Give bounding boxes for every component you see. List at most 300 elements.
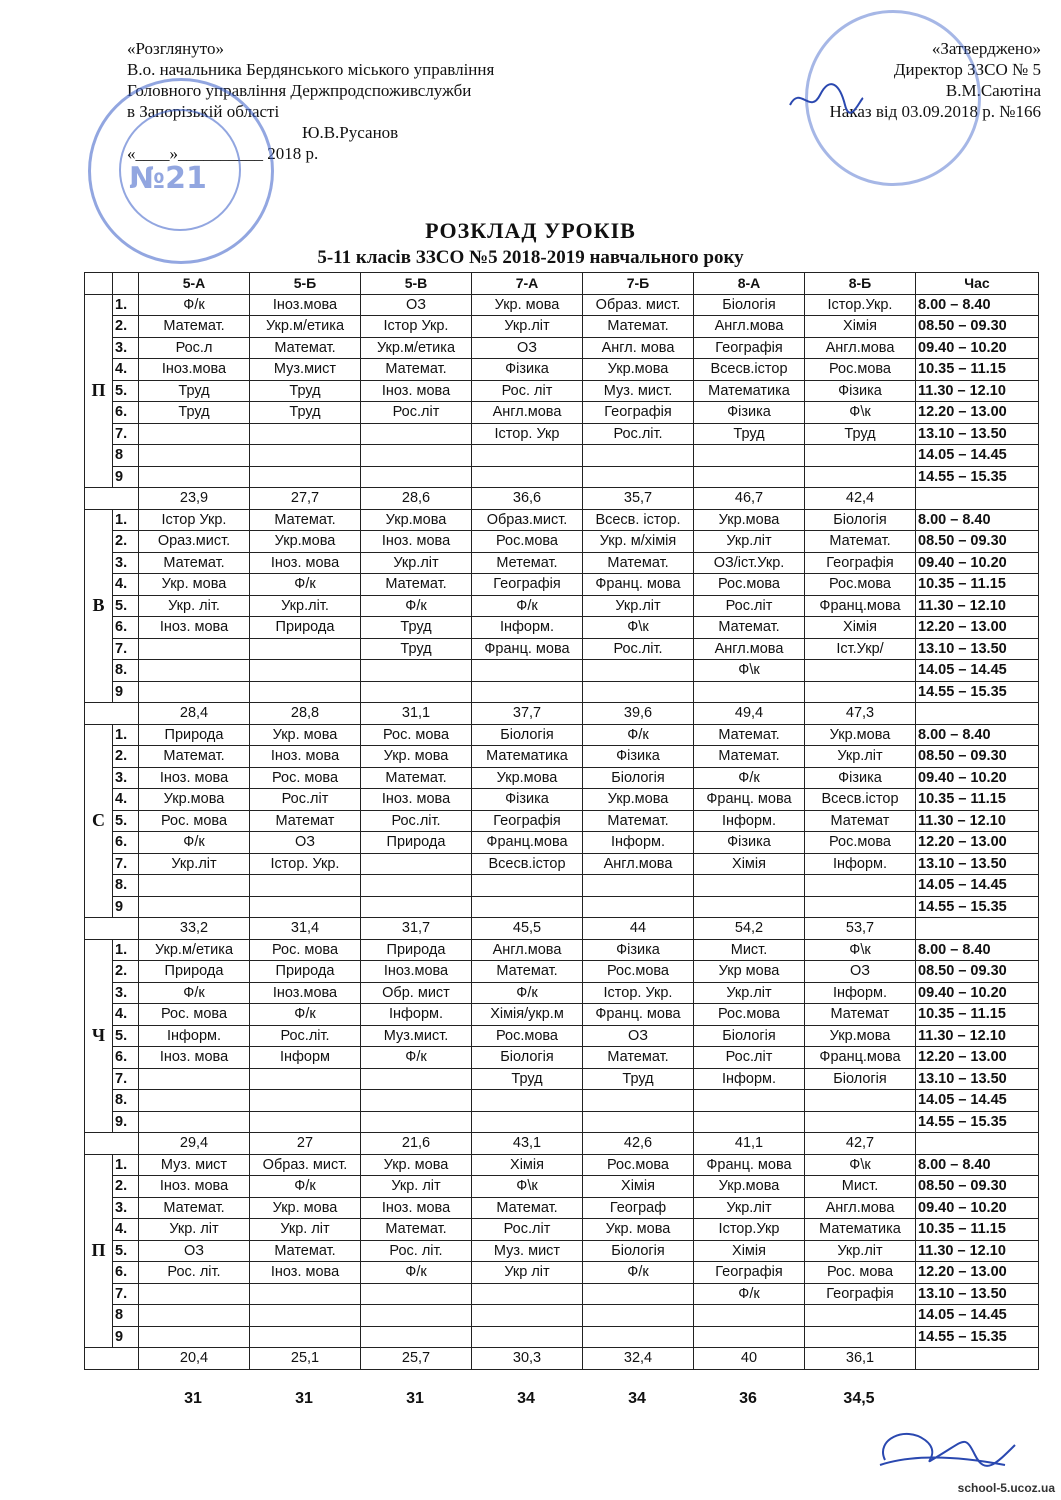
total-value: 31 bbox=[406, 1390, 424, 1407]
lesson-time: 09.40 – 10.20 bbox=[916, 337, 1039, 359]
lesson-row bbox=[85, 1283, 1039, 1305]
sum-cell: 28,6 bbox=[361, 488, 472, 510]
lesson-cell: Труд bbox=[139, 380, 250, 402]
lesson-number: 2. bbox=[113, 1176, 139, 1198]
lesson-row bbox=[85, 681, 1039, 703]
lesson-cell bbox=[694, 1111, 805, 1133]
lesson-cell: Образ.мист. bbox=[472, 509, 583, 531]
lesson-number: 1. bbox=[113, 294, 139, 316]
sum-cell: 33,2 bbox=[139, 918, 250, 940]
lesson-time: 8.00 – 8.40 bbox=[916, 939, 1039, 961]
lesson-cell bbox=[583, 1111, 694, 1133]
lesson-row bbox=[85, 402, 1039, 424]
lesson-cell: Рос.літ bbox=[250, 789, 361, 811]
lesson-cell: Ф/к bbox=[361, 595, 472, 617]
sum-row bbox=[85, 918, 1039, 940]
lesson-cell: Ф/к bbox=[250, 1004, 361, 1026]
lesson-number: 9 bbox=[113, 1326, 139, 1348]
lesson-cell: Труд bbox=[694, 423, 805, 445]
sum-cell: 35,7 bbox=[583, 488, 694, 510]
lesson-cell bbox=[361, 445, 472, 467]
lesson-number: 5. bbox=[113, 595, 139, 617]
lesson-cell: Рос.літ. bbox=[361, 810, 472, 832]
lesson-number: 7. bbox=[113, 423, 139, 445]
lesson-cell: Ф/к bbox=[694, 767, 805, 789]
lesson-cell: Рос. літ. bbox=[139, 1262, 250, 1284]
lesson-cell: Ф\к bbox=[472, 1176, 583, 1198]
sum-cell: 54,2 bbox=[694, 918, 805, 940]
lesson-cell: Іноз. мова bbox=[139, 767, 250, 789]
lesson-cell bbox=[583, 896, 694, 918]
lesson-cell: ОЗ bbox=[583, 1025, 694, 1047]
lesson-cell: Природа bbox=[361, 939, 472, 961]
sum-time-cell bbox=[916, 1348, 1039, 1370]
lesson-cell: Математика bbox=[805, 1219, 916, 1241]
lesson-row bbox=[85, 316, 1039, 338]
lesson-cell: Іноз. мова bbox=[361, 789, 472, 811]
lesson-number: 7. bbox=[113, 638, 139, 660]
sum-cell: 43,1 bbox=[472, 1133, 583, 1155]
lesson-cell: Фізика bbox=[694, 832, 805, 854]
lesson-row bbox=[85, 574, 1039, 596]
lesson-time: 12.20 – 13.00 bbox=[916, 1262, 1039, 1284]
lesson-cell: Рос.літ. bbox=[583, 638, 694, 660]
lesson-cell: Укр. літ bbox=[139, 1219, 250, 1241]
lesson-cell: Укр.літ bbox=[694, 1197, 805, 1219]
lesson-cell: Математ. bbox=[583, 316, 694, 338]
lesson-cell: Природа bbox=[361, 832, 472, 854]
lesson-cell: Укр. літ. bbox=[139, 595, 250, 617]
lesson-cell: Іноз. мова bbox=[139, 1176, 250, 1198]
lesson-cell: Труд bbox=[472, 1068, 583, 1090]
lesson-number: 1. bbox=[113, 939, 139, 961]
lesson-number: 8 bbox=[113, 445, 139, 467]
lesson-cell: Укр. мова bbox=[250, 724, 361, 746]
lesson-cell: Укр.м/етика bbox=[361, 337, 472, 359]
sum-cell: 36,1 bbox=[805, 1348, 916, 1370]
lesson-cell: Іноз. мова bbox=[361, 1197, 472, 1219]
sum-time-cell bbox=[916, 918, 1039, 940]
lesson-cell: Ф/к bbox=[583, 1262, 694, 1284]
lesson-cell bbox=[250, 1326, 361, 1348]
lesson-cell: Іноз. мова bbox=[250, 1262, 361, 1284]
stamp-number: №21 bbox=[129, 161, 207, 196]
lesson-number: 6. bbox=[113, 1047, 139, 1069]
lesson-cell: Укр.літ bbox=[472, 316, 583, 338]
lesson-cell bbox=[694, 681, 805, 703]
lesson-row bbox=[85, 1025, 1039, 1047]
lesson-time: 11.30 – 12.10 bbox=[916, 595, 1039, 617]
lesson-time: 09.40 – 10.20 bbox=[916, 1197, 1039, 1219]
lesson-cell: Рос. мова bbox=[250, 767, 361, 789]
sum-cell: 40 bbox=[694, 1348, 805, 1370]
lesson-cell: Ф\к bbox=[805, 1154, 916, 1176]
lesson-cell: Укр.мова bbox=[805, 1025, 916, 1047]
lesson-cell: Математ. bbox=[250, 509, 361, 531]
watermark: school-5.ucoz.ua bbox=[957, 1481, 1055, 1495]
lesson-cell: Біологія bbox=[694, 294, 805, 316]
lesson-cell: Інформ. bbox=[139, 1025, 250, 1047]
lesson-time: 8.00 – 8.40 bbox=[916, 509, 1039, 531]
lesson-cell: Англ.мова bbox=[805, 337, 916, 359]
lesson-row bbox=[85, 552, 1039, 574]
total-value: 31 bbox=[295, 1390, 313, 1407]
column-header: 7-А bbox=[472, 273, 583, 295]
lesson-cell: Математика bbox=[694, 380, 805, 402]
lesson-number: 5. bbox=[113, 380, 139, 402]
lesson-cell: Рос.літ. bbox=[250, 1025, 361, 1047]
lesson-cell bbox=[250, 1305, 361, 1327]
lesson-cell bbox=[250, 660, 361, 682]
lesson-cell: Укр.літ bbox=[361, 552, 472, 574]
lesson-cell bbox=[139, 660, 250, 682]
lesson-cell bbox=[472, 1090, 583, 1112]
lesson-cell: Географія bbox=[583, 402, 694, 424]
lesson-cell bbox=[139, 1068, 250, 1090]
sum-label-cell bbox=[85, 488, 139, 510]
lesson-cell: Іст.Укр/ bbox=[805, 638, 916, 660]
lesson-row bbox=[85, 531, 1039, 553]
header-right-line3: В.М.Саютіна bbox=[945, 81, 1041, 100]
lesson-cell bbox=[805, 660, 916, 682]
lesson-row bbox=[85, 1326, 1039, 1348]
lesson-row bbox=[85, 445, 1039, 467]
lesson-cell: Укр.мова bbox=[361, 509, 472, 531]
lesson-number: 7. bbox=[113, 853, 139, 875]
lesson-cell bbox=[805, 681, 916, 703]
lesson-cell: ОЗ bbox=[805, 961, 916, 983]
lesson-cell: Рос. мова bbox=[139, 1004, 250, 1026]
lesson-cell bbox=[361, 681, 472, 703]
sum-cell: 42,6 bbox=[583, 1133, 694, 1155]
lesson-cell bbox=[472, 896, 583, 918]
lesson-number: 2. bbox=[113, 316, 139, 338]
lesson-cell: Укр. мова bbox=[361, 746, 472, 768]
lesson-cell bbox=[472, 1326, 583, 1348]
lesson-cell: Географія bbox=[694, 337, 805, 359]
lesson-cell: Математ. bbox=[472, 1197, 583, 1219]
lesson-cell: Іноз. мова bbox=[250, 746, 361, 768]
sum-cell: 25,1 bbox=[250, 1348, 361, 1370]
lesson-cell bbox=[139, 896, 250, 918]
sum-cell: 21,6 bbox=[361, 1133, 472, 1155]
lesson-cell bbox=[361, 1068, 472, 1090]
lesson-cell: Обр. мист bbox=[361, 982, 472, 1004]
lesson-number: 4. bbox=[113, 574, 139, 596]
lesson-cell: Ф/к bbox=[472, 982, 583, 1004]
sum-label-cell bbox=[85, 1133, 139, 1155]
lesson-number: 1. bbox=[113, 1154, 139, 1176]
lesson-cell: Інформ. bbox=[805, 853, 916, 875]
total-value: 36 bbox=[739, 1390, 757, 1407]
lesson-cell bbox=[139, 445, 250, 467]
sum-cell: 42,7 bbox=[805, 1133, 916, 1155]
lesson-row bbox=[85, 1090, 1039, 1112]
lesson-cell: Англ. мова bbox=[583, 337, 694, 359]
header-right-line1: «Затверджено» bbox=[931, 39, 1041, 58]
lesson-number: 4. bbox=[113, 1219, 139, 1241]
lesson-row bbox=[85, 1111, 1039, 1133]
lesson-cell: Муз.мист bbox=[250, 359, 361, 381]
lesson-row bbox=[85, 380, 1039, 402]
lesson-number: 2. bbox=[113, 746, 139, 768]
column-header: 5-В bbox=[361, 273, 472, 295]
lesson-cell: Ф/к bbox=[139, 982, 250, 1004]
column-header: 8-Б bbox=[805, 273, 916, 295]
lesson-cell: ОЗ bbox=[472, 337, 583, 359]
lesson-cell: Іноз.мова bbox=[361, 961, 472, 983]
lesson-cell bbox=[472, 466, 583, 488]
lesson-cell: Укр.літ bbox=[805, 1240, 916, 1262]
sum-time-cell bbox=[916, 703, 1039, 725]
sum-cell: 47,3 bbox=[805, 703, 916, 725]
lesson-cell bbox=[583, 1305, 694, 1327]
lesson-cell: Фізика bbox=[472, 789, 583, 811]
lesson-cell: Математ bbox=[250, 810, 361, 832]
lesson-cell: Франц. мова bbox=[694, 789, 805, 811]
lesson-cell: Укр.літ bbox=[583, 595, 694, 617]
lesson-cell: Труд bbox=[583, 1068, 694, 1090]
sum-cell: 28,8 bbox=[250, 703, 361, 725]
lesson-cell: Всесв.істор bbox=[694, 359, 805, 381]
lesson-cell bbox=[139, 681, 250, 703]
sum-time-cell bbox=[916, 1133, 1039, 1155]
lesson-number: 9 bbox=[113, 681, 139, 703]
lesson-cell: Рос.літ bbox=[694, 595, 805, 617]
lesson-time: 14.05 – 14.45 bbox=[916, 1305, 1039, 1327]
header-right-line2: Директор ЗЗСО № 5 bbox=[893, 60, 1041, 79]
day-label: В bbox=[85, 509, 113, 703]
lesson-cell: Математ. bbox=[139, 316, 250, 338]
lesson-row bbox=[85, 1047, 1039, 1069]
lesson-cell bbox=[139, 423, 250, 445]
lesson-cell bbox=[583, 1090, 694, 1112]
lesson-cell: Труд bbox=[805, 423, 916, 445]
lesson-cell bbox=[694, 875, 805, 897]
lesson-cell bbox=[694, 1305, 805, 1327]
lesson-cell bbox=[805, 1111, 916, 1133]
lesson-cell: Іноз.мова bbox=[250, 294, 361, 316]
lesson-number: 5. bbox=[113, 1025, 139, 1047]
page-subtitle: 5-11 класів ЗЗСО №5 2018-2019 навчального року bbox=[317, 247, 744, 268]
lesson-cell bbox=[250, 1283, 361, 1305]
lesson-row bbox=[85, 466, 1039, 488]
sum-cell: 39,6 bbox=[583, 703, 694, 725]
lesson-cell: Англ.мова bbox=[583, 853, 694, 875]
lesson-cell bbox=[361, 875, 472, 897]
lesson-number: 5. bbox=[113, 810, 139, 832]
lesson-cell: Укр.мова bbox=[694, 1176, 805, 1198]
lesson-cell bbox=[472, 1305, 583, 1327]
lesson-cell: Хімія bbox=[472, 1154, 583, 1176]
sum-cell: 27 bbox=[250, 1133, 361, 1155]
lesson-cell: Образ. мист. bbox=[583, 294, 694, 316]
lesson-number: 4. bbox=[113, 1004, 139, 1026]
lesson-cell: Ф\к bbox=[805, 939, 916, 961]
lesson-cell: Іноз. мова bbox=[250, 552, 361, 574]
sum-cell: 49,4 bbox=[694, 703, 805, 725]
sum-cell: 46,7 bbox=[694, 488, 805, 510]
lesson-number: 3. bbox=[113, 552, 139, 574]
lesson-time: 12.20 – 13.00 bbox=[916, 832, 1039, 854]
lesson-cell: Істор Укр. bbox=[361, 316, 472, 338]
lesson-number: 5. bbox=[113, 1240, 139, 1262]
sum-time-cell bbox=[916, 488, 1039, 510]
lesson-cell: Труд bbox=[250, 402, 361, 424]
total-value: 34 bbox=[628, 1390, 646, 1407]
lesson-time: 09.40 – 10.20 bbox=[916, 982, 1039, 1004]
lesson-cell bbox=[805, 1090, 916, 1112]
lesson-cell: Математ. bbox=[361, 1219, 472, 1241]
lesson-cell: Математ. bbox=[805, 531, 916, 553]
lesson-cell: Муз. мист bbox=[472, 1240, 583, 1262]
lesson-cell: Математ bbox=[805, 810, 916, 832]
lesson-cell: Фізика bbox=[805, 767, 916, 789]
day-label: С bbox=[85, 724, 113, 918]
lesson-cell: Мист. bbox=[805, 1176, 916, 1198]
lesson-cell: Укр. мова bbox=[361, 1154, 472, 1176]
lesson-cell bbox=[805, 466, 916, 488]
lesson-cell: Рос.мова bbox=[472, 1025, 583, 1047]
lesson-row bbox=[85, 853, 1039, 875]
lesson-row bbox=[85, 509, 1039, 531]
lesson-cell: Математ. bbox=[139, 1197, 250, 1219]
lesson-cell: Математ. bbox=[361, 359, 472, 381]
lesson-time: 14.05 – 14.45 bbox=[916, 1090, 1039, 1112]
lesson-time: 08.50 – 09.30 bbox=[916, 1176, 1039, 1198]
lesson-cell bbox=[139, 466, 250, 488]
lesson-cell: Хімія/укр.м bbox=[472, 1004, 583, 1026]
lesson-number: 6. bbox=[113, 402, 139, 424]
page-title: РОЗКЛАД УРОКІВ bbox=[425, 218, 636, 243]
lesson-cell: Укр.м/етика bbox=[139, 939, 250, 961]
lesson-time: 09.40 – 10.20 bbox=[916, 767, 1039, 789]
lesson-time: 14.55 – 15.35 bbox=[916, 466, 1039, 488]
lesson-row bbox=[85, 982, 1039, 1004]
lesson-cell bbox=[472, 445, 583, 467]
lesson-cell: Хімія bbox=[694, 1240, 805, 1262]
lesson-cell: Природа bbox=[139, 961, 250, 983]
lesson-cell bbox=[250, 681, 361, 703]
lesson-cell: Труд bbox=[361, 638, 472, 660]
lesson-number: 7. bbox=[113, 1283, 139, 1305]
lesson-time: 10.35 – 11.15 bbox=[916, 359, 1039, 381]
lesson-cell bbox=[139, 1326, 250, 1348]
lesson-cell: Математ. bbox=[139, 552, 250, 574]
lesson-cell: Природа bbox=[250, 617, 361, 639]
lesson-cell: Істор. Укр. bbox=[250, 853, 361, 875]
lesson-row bbox=[85, 896, 1039, 918]
lesson-cell: Метемат. bbox=[472, 552, 583, 574]
lesson-cell: Мист. bbox=[694, 939, 805, 961]
lesson-time: 13.10 – 13.50 bbox=[916, 423, 1039, 445]
lesson-cell: Укр. мова bbox=[250, 1197, 361, 1219]
lesson-cell: Укр.літ bbox=[139, 853, 250, 875]
lesson-cell: Біологія bbox=[694, 1025, 805, 1047]
lesson-time: 8.00 – 8.40 bbox=[916, 294, 1039, 316]
lesson-time: 12.20 – 13.00 bbox=[916, 402, 1039, 424]
lesson-cell bbox=[139, 1305, 250, 1327]
lesson-row bbox=[85, 961, 1039, 983]
lesson-cell: Фізика bbox=[583, 746, 694, 768]
lesson-number: 3. bbox=[113, 767, 139, 789]
lesson-cell: Інформ. bbox=[805, 982, 916, 1004]
lesson-cell bbox=[250, 896, 361, 918]
lesson-cell: Математ. bbox=[472, 961, 583, 983]
lesson-cell: Ф/к bbox=[361, 1047, 472, 1069]
lesson-number: 1. bbox=[113, 724, 139, 746]
lesson-cell bbox=[583, 1283, 694, 1305]
lesson-cell: Математ. bbox=[361, 767, 472, 789]
lesson-number: 6. bbox=[113, 617, 139, 639]
lesson-cell: Математ. bbox=[583, 552, 694, 574]
lesson-cell: Франц. мова bbox=[472, 638, 583, 660]
lesson-cell: Математ. bbox=[250, 1240, 361, 1262]
lesson-cell: Муз. мист. bbox=[583, 380, 694, 402]
lesson-cell bbox=[583, 466, 694, 488]
corner-cell bbox=[85, 273, 113, 295]
lesson-number: 6. bbox=[113, 1262, 139, 1284]
lesson-number: 8. bbox=[113, 875, 139, 897]
lesson-time: 10.35 – 11.15 bbox=[916, 1219, 1039, 1241]
lesson-cell: Укр.мова bbox=[583, 359, 694, 381]
lesson-cell: Ф\к bbox=[694, 660, 805, 682]
lesson-cell: Укр. м/хімія bbox=[583, 531, 694, 553]
lesson-row bbox=[85, 337, 1039, 359]
lesson-number: 4. bbox=[113, 359, 139, 381]
lesson-cell: Укр.літ bbox=[694, 531, 805, 553]
lesson-time: 12.20 – 13.00 bbox=[916, 617, 1039, 639]
lesson-cell: ОЗ/іст.Укр. bbox=[694, 552, 805, 574]
lesson-number: 9 bbox=[113, 896, 139, 918]
lesson-cell: Укр.літ bbox=[694, 982, 805, 1004]
lesson-cell: Біологія bbox=[472, 724, 583, 746]
lesson-cell: Рос.мова bbox=[472, 531, 583, 553]
lesson-row bbox=[85, 1004, 1039, 1026]
lesson-cell bbox=[361, 423, 472, 445]
lesson-number: 3. bbox=[113, 982, 139, 1004]
lesson-cell: Всесв. істор. bbox=[583, 509, 694, 531]
lesson-cell: Ф/к bbox=[472, 595, 583, 617]
sum-cell: 20,4 bbox=[139, 1348, 250, 1370]
lesson-row bbox=[85, 1068, 1039, 1090]
lesson-cell: Біологія bbox=[472, 1047, 583, 1069]
lesson-cell: Укр. літ bbox=[250, 1219, 361, 1241]
lesson-cell: Істор Укр. bbox=[139, 509, 250, 531]
lesson-row bbox=[85, 617, 1039, 639]
lesson-cell: Рос.мова bbox=[805, 359, 916, 381]
lesson-cell: Ф\к bbox=[583, 617, 694, 639]
lesson-cell bbox=[361, 1305, 472, 1327]
lesson-cell: Укр.літ. bbox=[250, 595, 361, 617]
lesson-cell: Рос.мова bbox=[805, 574, 916, 596]
lesson-time: 10.35 – 11.15 bbox=[916, 789, 1039, 811]
lesson-cell: Іноз. мова bbox=[139, 1047, 250, 1069]
lesson-cell: Укр.літ bbox=[805, 746, 916, 768]
lesson-cell bbox=[583, 660, 694, 682]
lesson-cell: Біологія bbox=[583, 1240, 694, 1262]
lesson-cell: Біологія bbox=[805, 1068, 916, 1090]
lesson-time: 14.05 – 14.45 bbox=[916, 875, 1039, 897]
lesson-cell: Географія bbox=[472, 574, 583, 596]
lesson-cell: Іноз. мова bbox=[139, 617, 250, 639]
lesson-row bbox=[85, 294, 1039, 316]
sum-cell: 27,7 bbox=[250, 488, 361, 510]
total-value: 34,5 bbox=[843, 1390, 875, 1407]
lesson-number: 9 bbox=[113, 466, 139, 488]
lesson-cell bbox=[472, 660, 583, 682]
lesson-cell: Франц. мова bbox=[583, 574, 694, 596]
